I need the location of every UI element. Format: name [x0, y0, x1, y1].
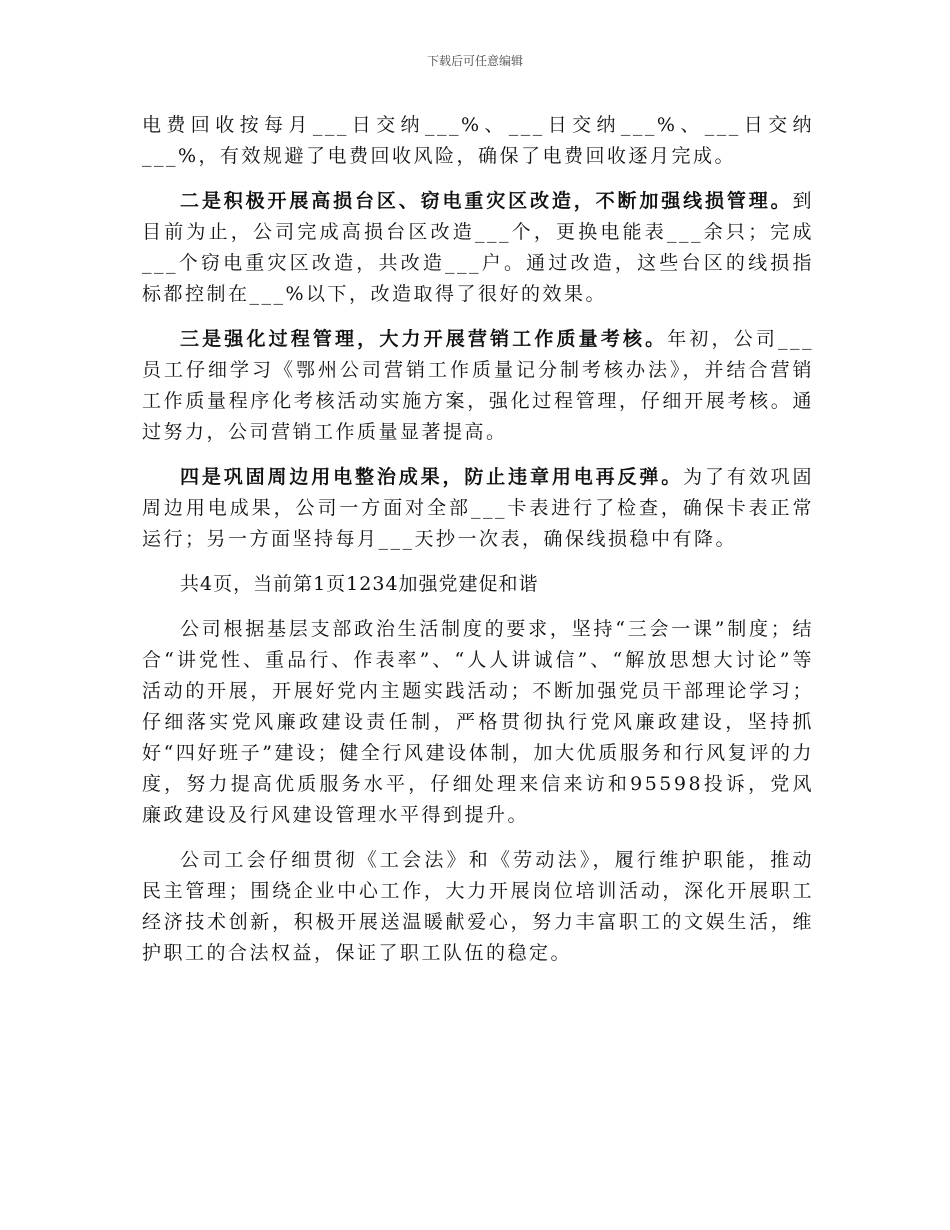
paragraph-lead: 二是积极开展高损台区、窃电重灾区改造，不断加强线损管理。: [180, 190, 793, 212]
paragraph-2: [142, 186, 814, 310]
paragraph-lead: 四是巩固周边用电整治成果，防止违章用电再反弹。: [180, 466, 684, 488]
paragraph-text: 到目前为止，公司完成高损台区改造___个，更换电能表___余只；完成___个窃电重灾区改造，共改造___户。通过改造，这些台区的线损指标都控制在___%以下，改造取得了很好的效果。: [142, 190, 814, 305]
paragraph-lead: 三是强化过程管理，大力开展营销工作质量考核。: [180, 328, 668, 350]
paragraph-1: [142, 110, 814, 172]
paragraph-4: [142, 462, 814, 555]
document-body: [142, 110, 814, 983]
paragraph-3: [142, 324, 814, 448]
paragraph-6: [142, 845, 814, 969]
page-info-line: 共4页，当前第1页1234加强党建促和谐: [180, 573, 539, 595]
paragraph-text: 年初，公司___员工仔细学习《鄂州公司营销工作质量记分制考核办法》，并结合营销工作质量程序化考核活动实施方案，强化过程管理，仔细开展考核。通过努力，公司营销工作质量显著提高。: [142, 328, 814, 443]
page-header: 下载后可任意编辑: [426, 54, 523, 68]
paragraph-text: 为了有效巩固周边用电成果，公司一方面对全部___卡表进行了检查，确保卡表正常运行；另一方面坚持每月___天抄一次表，确保线损稳中有降。: [142, 466, 814, 550]
paragraph-text: 公司工会仔细贯彻《工会法》和《劳动法》，履行维护职能，推动民主管理；围绕企业中心工作，大力开展岗位培训活动，深化开展职工经济技术创新，积极开展送温暖献爱心，努力丰富职工的文娱生活，维护职工的合法权益，保证了职工队伍的稳定。: [142, 849, 814, 964]
paragraph-text: 电费回收按每月___日交纳___%、___日交纳___%、___日交纳___%，有效规避了电费回收风险，确保了电费回收逐月完成。: [142, 114, 814, 167]
paragraph-5: [142, 614, 814, 831]
paragraph-text: 公司根据基层支部政治生活制度的要求，坚持“三会一课”制度；结合“讲党性、重品行、作表率”、“人人讲诚信”、“解放思想大讨论”等活动的开展，开展好党内主题实践活动；不断加强党员干部理论学习；仔细落实党风廉政建设责任制，严格贯彻执行党风廉政建设，坚持抓好“四好班子”建设；健全行风建设体制，加大优质服务和行风复评的力度，努力提高优质服务水平，仔细处理来信来访和95598投诉，党风廉政建设及行风建设管理水平得到提升。: [142, 618, 814, 826]
